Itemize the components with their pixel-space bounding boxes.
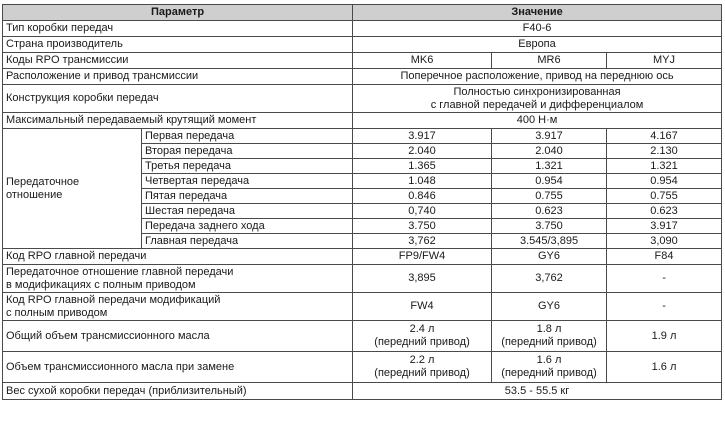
- gear-value: 4.167: [607, 129, 722, 144]
- spec-table-container: [2, 4, 721, 400]
- table-row: [3, 249, 722, 265]
- table-row: [3, 321, 722, 352]
- value-line: (передний привод): [374, 336, 470, 348]
- header-param: Параметр: [3, 5, 353, 21]
- row-value: F84: [607, 249, 722, 265]
- row-value: 1.6 л: [607, 352, 722, 383]
- label-line: Код RPO главной передачи модификаций: [6, 293, 221, 306]
- gear-value: 0.755: [607, 189, 722, 204]
- row-label: Тип коробки передач: [3, 21, 353, 37]
- row-value: [353, 321, 492, 352]
- gear-value: 3.917: [353, 129, 492, 144]
- value-line: Полностью синхронизированная: [453, 85, 621, 98]
- table-row: [3, 383, 722, 400]
- row-value: 3,762: [492, 265, 607, 293]
- row-label: [3, 265, 353, 293]
- gear-value: 3.545/3,895: [492, 234, 607, 249]
- value-line: (передний привод): [501, 367, 597, 379]
- row-label: Расположение и привод трансмиссии: [3, 69, 353, 85]
- gear-name: Вторая передача: [142, 144, 353, 159]
- gear-name: Первая передача: [142, 129, 353, 144]
- table-row: [3, 293, 722, 321]
- row-value: 400 Н·м: [353, 113, 722, 129]
- gear-value: 1.048: [353, 174, 492, 189]
- gear-value: 0.846: [353, 189, 492, 204]
- row-value: -: [607, 265, 722, 293]
- header-value: Значение: [353, 5, 722, 21]
- gear-name: Шестая передача: [142, 204, 353, 219]
- gear-value: 0.623: [492, 204, 607, 219]
- gear-name: Главная передача: [142, 234, 353, 249]
- row-value: 1.9 л: [607, 321, 722, 352]
- row-value: GY6: [492, 293, 607, 321]
- transmission-spec-table: [2, 4, 722, 400]
- gear-name: Третья передача: [142, 159, 353, 174]
- gear-name: Пятая передача: [142, 189, 353, 204]
- gear-value: 3,090: [607, 234, 722, 249]
- value-line: (передний привод): [374, 367, 470, 379]
- row-value: FP9/FW4: [353, 249, 492, 265]
- value-line: 2.2 л: [409, 354, 435, 366]
- row-label: Страна производитель: [3, 37, 353, 53]
- gear-value: 2.130: [607, 144, 722, 159]
- row-label: Конструкция коробки передач: [3, 85, 353, 113]
- gear-value: 2.040: [492, 144, 607, 159]
- gear-value: 0.623: [607, 204, 722, 219]
- row-value: -: [607, 293, 722, 321]
- value-line: 1.8 л: [536, 323, 562, 335]
- row-value: 3,895: [353, 265, 492, 293]
- row-label: Вес сухой коробки передач (приблизительный): [3, 383, 353, 400]
- gear-value: 0,740: [353, 204, 492, 219]
- table-row: [3, 37, 722, 53]
- row-value: Поперечное расположение, привод на переднюю ось: [353, 69, 722, 85]
- row-label: [3, 293, 353, 321]
- gear-row: [3, 129, 722, 144]
- gear-value: 3.750: [492, 219, 607, 234]
- ratio-group-label: [3, 129, 142, 249]
- row-value: Европа: [353, 37, 722, 53]
- row-value: FW4: [353, 293, 492, 321]
- value-line: (передний привод): [501, 336, 597, 348]
- gear-value: 2.040: [353, 144, 492, 159]
- table-row: [3, 53, 722, 69]
- gear-value: 3.917: [492, 129, 607, 144]
- table-row: [3, 21, 722, 37]
- gear-value: 1.321: [607, 159, 722, 174]
- gear-value: 1.365: [353, 159, 492, 174]
- table-header-row: [3, 5, 722, 21]
- rpo-myj: MYJ: [607, 53, 722, 69]
- gear-value: 1.321: [492, 159, 607, 174]
- label-line: Передаточное отношение главной передачи: [6, 265, 234, 278]
- gear-name: Передача заднего хода: [142, 219, 353, 234]
- label-line: Передаточное: [6, 175, 80, 188]
- table-row: [3, 85, 722, 113]
- table-row: [3, 69, 722, 85]
- value-line: с главной передачей и дифференциалом: [430, 98, 644, 111]
- row-value: GY6: [492, 249, 607, 265]
- rpo-mr6: MR6: [492, 53, 607, 69]
- row-value: 53.5 - 55.5 кг: [353, 383, 722, 400]
- label-line: отношение: [6, 188, 63, 201]
- row-label: Общий объем трансмиссионного масла: [3, 321, 353, 352]
- gear-value: 3.917: [607, 219, 722, 234]
- label-line: с полным приводом: [6, 306, 108, 319]
- row-value: F40-6: [353, 21, 722, 37]
- table-row: [3, 265, 722, 293]
- gear-value: 3.750: [353, 219, 492, 234]
- row-value: [353, 85, 722, 113]
- row-label: Коды RPO трансмиссии: [3, 53, 353, 69]
- row-value: [492, 321, 607, 352]
- gear-value: 3,762: [353, 234, 492, 249]
- label-line: в модификациях с полным приводом: [6, 278, 196, 291]
- gear-value: 0.954: [492, 174, 607, 189]
- row-label: Объем трансмиссионного масла при замене: [3, 352, 353, 383]
- table-row: [3, 352, 722, 383]
- value-line: 1.6 л: [536, 354, 562, 366]
- row-label: Код RPO главной передачи: [3, 249, 353, 265]
- gear-name: Четвертая передача: [142, 174, 353, 189]
- value-line: 2.4 л: [409, 323, 435, 335]
- row-value: [492, 352, 607, 383]
- gear-value: 0.954: [607, 174, 722, 189]
- table-row: [3, 113, 722, 129]
- row-value: [353, 352, 492, 383]
- gear-value: 0.755: [492, 189, 607, 204]
- rpo-mk6: MK6: [353, 53, 492, 69]
- row-label: Максимальный передаваемый крутящий момент: [3, 113, 353, 129]
